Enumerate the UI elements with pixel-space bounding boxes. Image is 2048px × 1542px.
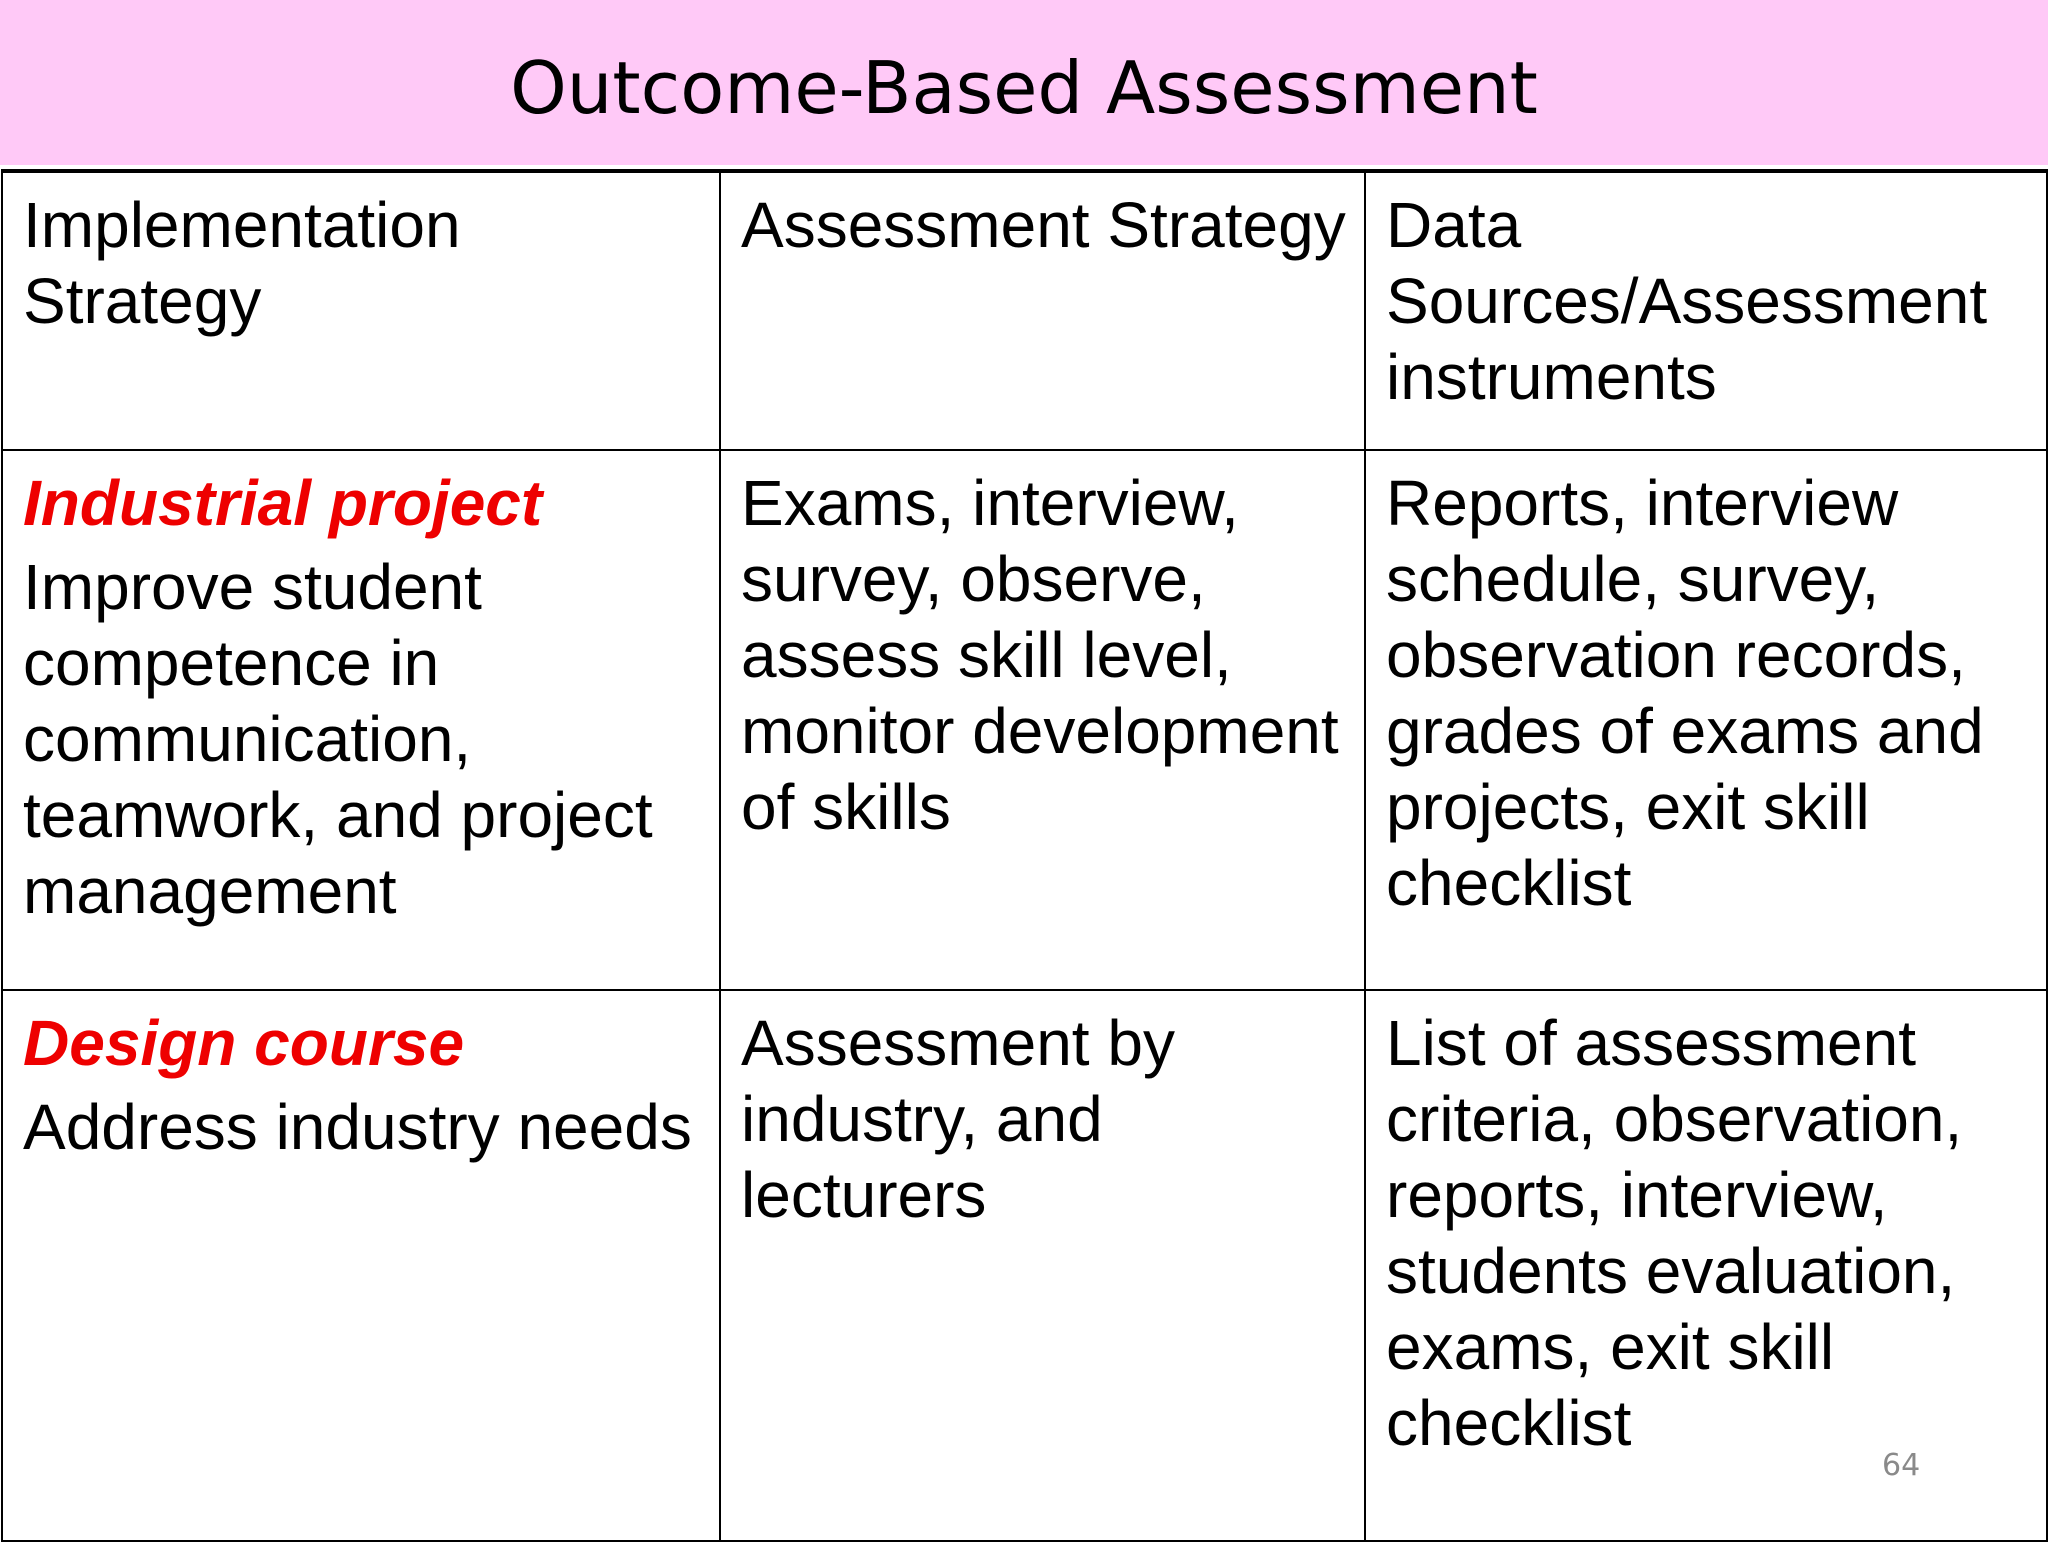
assessment-cell: Exams, interview, survey, observe, assess skill level, monitor development of skills bbox=[720, 450, 1365, 990]
page-number: 64 bbox=[1882, 1448, 1921, 1483]
data-sources-cell: Reports, interview schedule, survey, observation records, grades of exams and projects, exit skill checklist bbox=[1365, 450, 2047, 990]
table-header-row bbox=[2, 171, 2047, 450]
header-data-sources: Data Sources/Assessment instruments bbox=[1365, 171, 2047, 450]
assessment-table bbox=[1, 169, 2048, 1542]
row-label-industrial-project: Industrial project bbox=[23, 467, 543, 539]
slide-title: Outcome-Based Assessment bbox=[510, 46, 1538, 130]
implementation-cell bbox=[2, 990, 720, 1541]
table-row bbox=[2, 450, 2047, 990]
data-sources-cell: List of assessment criteria, observation, reports, interview, students evaluation, exams, exit skill checklist bbox=[1365, 990, 2047, 1541]
header-assessment-strategy: Assessment Strategy bbox=[720, 171, 1365, 450]
assessment-cell: Assessment by industry, and lecturers bbox=[720, 990, 1365, 1541]
implementation-text: Address industry needs bbox=[23, 1091, 692, 1163]
implementation-text: Improve student competence in communication, teamwork, and project management bbox=[23, 551, 653, 927]
table-row bbox=[2, 990, 2047, 1541]
header-implementation-strategy: Implementation Strategy bbox=[2, 171, 720, 450]
row-label-design-course: Design course bbox=[23, 1007, 465, 1079]
implementation-cell bbox=[2, 450, 720, 990]
